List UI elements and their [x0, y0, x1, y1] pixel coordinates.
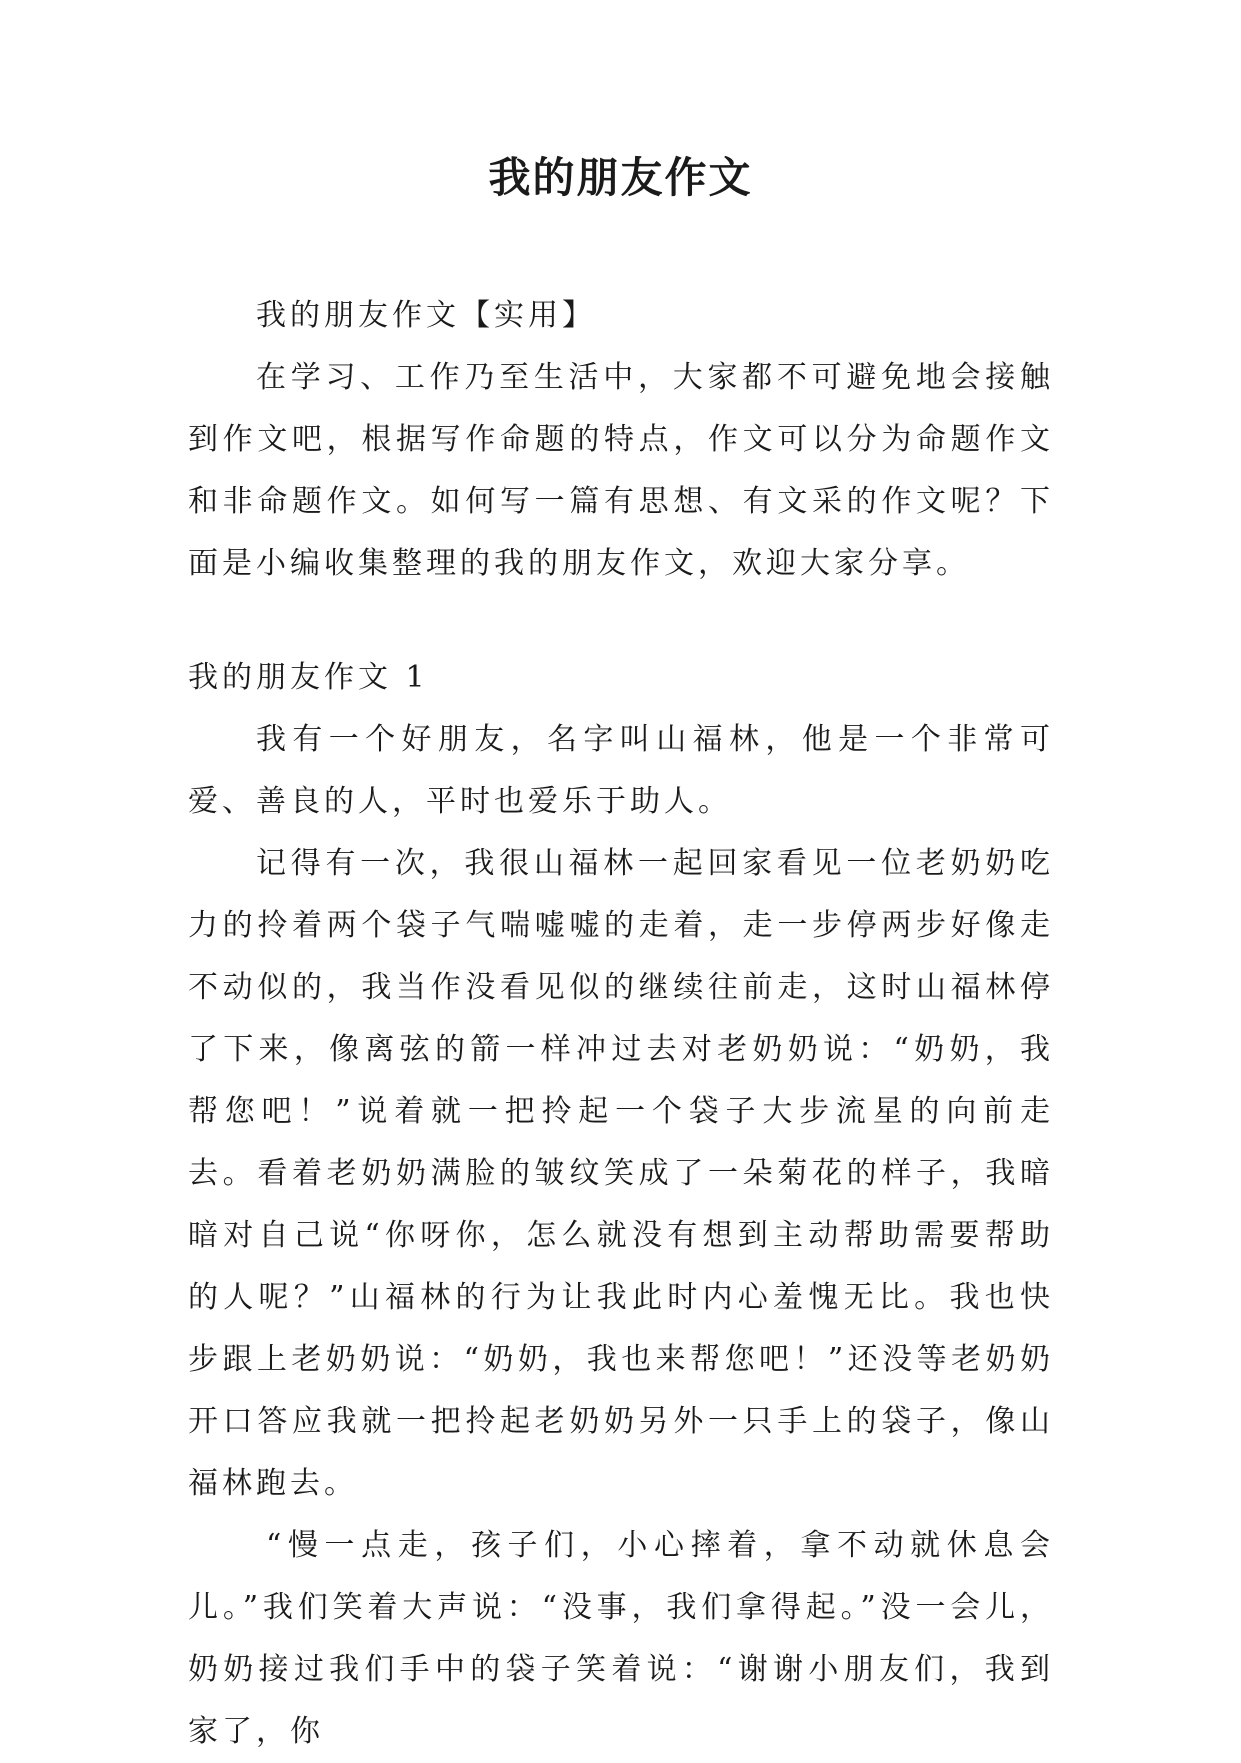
section-heading-1: 我的朋友作文 1: [188, 660, 429, 695]
document-body: [188, 285, 1054, 1763]
body-paragraph-3: “慢一点走，孩子们，小心摔着，拿不动就休息会儿。”我们笑着大声说：“没事，我们拿得起。”没一会儿，奶奶接过我们手中的袋子笑着说：“谢谢小朋友们，我到家了，你: [188, 1528, 1054, 1749]
body-paragraph-1: 我有一个好朋友，名字叫山福林，他是一个非常可爱、善良的人，平时也爱乐于助人。: [188, 722, 1054, 819]
body-paragraph-2: 记得有一次，我很山福林一起回家看见一位老奶奶吃力的拎着两个袋子气喘嘘嘘的走着，走一步停两步好像走不动似的，我当作没看见似的继续往前走，这时山福林停了下来，像离弦的箭一样冲过去对老奶奶说：“奶奶，我帮您吧！”说着就一把拎起一个袋子大步流星的向前走去。看着老奶奶满脸的皱纹笑成了一朵菊花的样子，我暗暗对自己说“你呀你，怎么就没有想到主动帮助需要帮助的人呢？”山福林的行为让我此时内心羞愧无比。我也快步跟上老奶奶说：“奶奶，我也来帮您吧！”还没等老奶奶开口答应我就一把拎起老奶奶另外一只手上的袋子，像山福林跑去。: [188, 846, 1054, 1501]
document-title: 我的朋友作文: [488, 153, 753, 202]
intro-paragraph: 在学习、工作乃至生活中，大家都不可避免地会接触到作文吧，根据写作命题的特点，作文可以分为命题作文和非命题作文。如何写一篇有思想、有文采的作文呢？下面是小编收集整理的我的朋友作文，欢迎大家分享。: [188, 360, 1054, 581]
intro-heading: 我的朋友作文【实用】: [256, 298, 596, 333]
